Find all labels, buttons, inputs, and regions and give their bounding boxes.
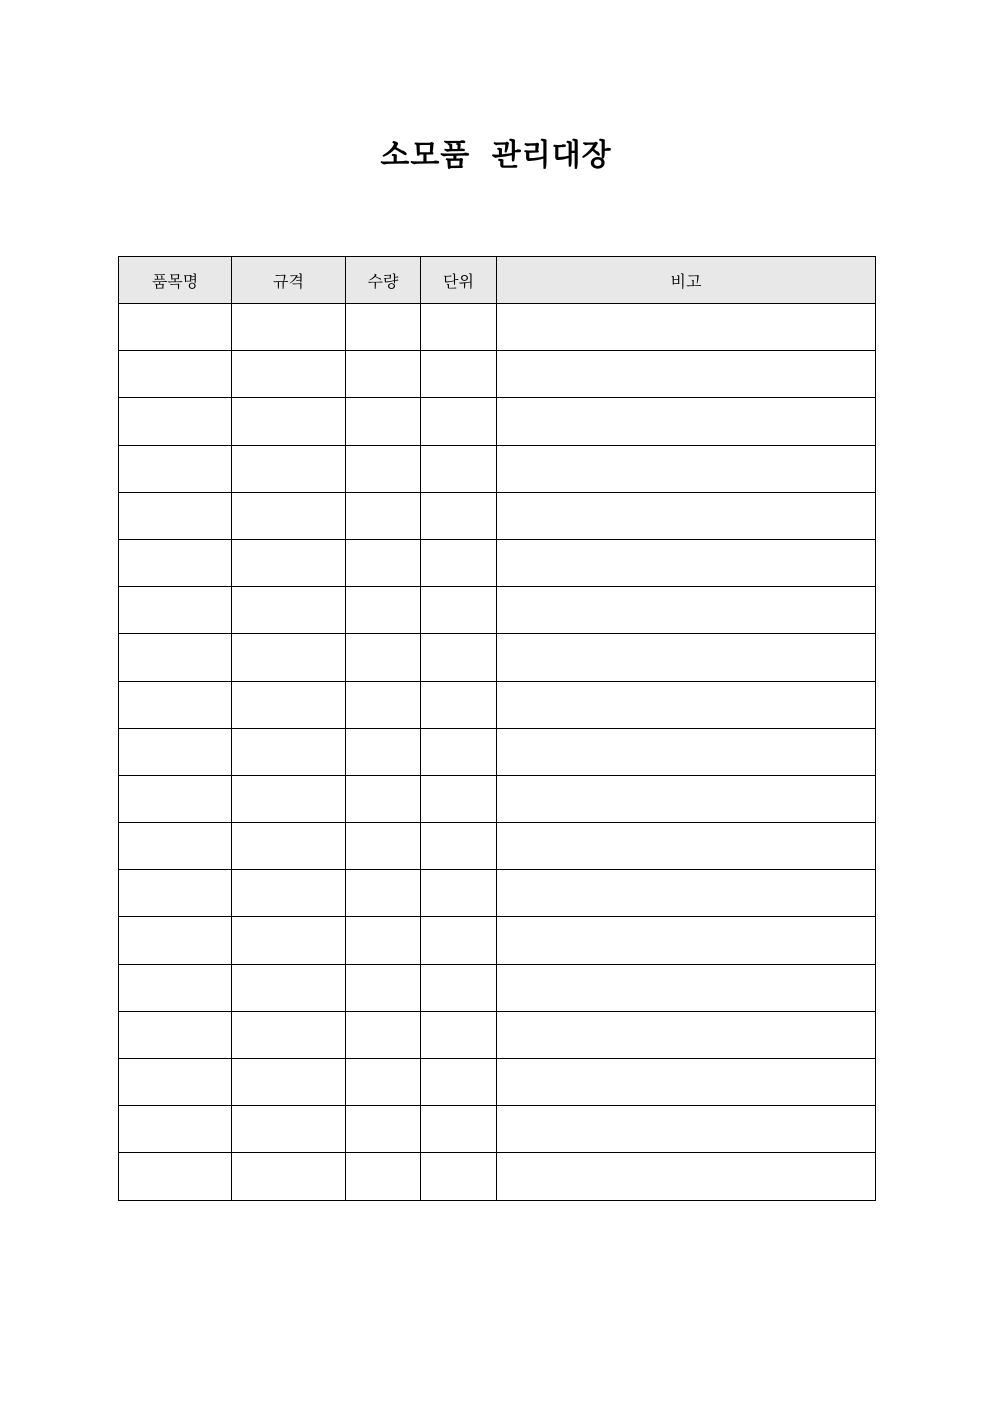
unit-cell[interactable] <box>421 728 497 775</box>
unit-cell[interactable] <box>421 964 497 1011</box>
remarks-cell[interactable] <box>497 351 876 398</box>
quantity-cell[interactable] <box>346 917 421 964</box>
remarks-cell[interactable] <box>497 775 876 822</box>
unit-cell[interactable] <box>421 492 497 539</box>
unit-cell[interactable] <box>421 445 497 492</box>
item-name-cell[interactable] <box>119 634 232 681</box>
remarks-cell[interactable] <box>497 539 876 586</box>
table-row <box>119 539 876 586</box>
remarks-cell[interactable] <box>497 1059 876 1106</box>
specification-cell[interactable] <box>232 1011 346 1058</box>
item-name-cell[interactable] <box>119 445 232 492</box>
specification-cell[interactable] <box>232 964 346 1011</box>
quantity-cell[interactable] <box>346 870 421 917</box>
item-name-cell[interactable] <box>119 351 232 398</box>
remarks-cell[interactable] <box>497 728 876 775</box>
header-remarks: 비고 <box>497 257 876 304</box>
item-name-cell[interactable] <box>119 1059 232 1106</box>
remarks-cell[interactable] <box>497 681 876 728</box>
unit-cell[interactable] <box>421 1059 497 1106</box>
unit-cell[interactable] <box>421 634 497 681</box>
remarks-cell[interactable] <box>497 492 876 539</box>
quantity-cell[interactable] <box>346 351 421 398</box>
unit-cell[interactable] <box>421 775 497 822</box>
quantity-cell[interactable] <box>346 681 421 728</box>
quantity-cell[interactable] <box>346 1059 421 1106</box>
quantity-cell[interactable] <box>346 539 421 586</box>
quantity-cell[interactable] <box>346 1106 421 1153</box>
table-row <box>119 304 876 351</box>
specification-cell[interactable] <box>232 634 346 681</box>
page-title: 소모품 관리대장 <box>380 138 612 173</box>
table-row <box>119 823 876 870</box>
table-row <box>119 587 876 634</box>
header-quantity: 수량 <box>346 257 421 304</box>
item-name-cell[interactable] <box>119 1011 232 1058</box>
remarks-cell[interactable] <box>497 634 876 681</box>
unit-cell[interactable] <box>421 823 497 870</box>
item-name-cell[interactable] <box>119 917 232 964</box>
remarks-cell[interactable] <box>497 1011 876 1058</box>
table-row <box>119 351 876 398</box>
specification-cell[interactable] <box>232 1059 346 1106</box>
table-row <box>119 917 876 964</box>
item-name-cell[interactable] <box>119 681 232 728</box>
table-row <box>119 775 876 822</box>
unit-cell[interactable] <box>421 1106 497 1153</box>
table-row <box>119 1059 876 1106</box>
remarks-cell[interactable] <box>497 398 876 445</box>
table-row <box>119 445 876 492</box>
specification-cell[interactable] <box>232 1106 346 1153</box>
unit-cell[interactable] <box>421 917 497 964</box>
remarks-cell[interactable] <box>497 964 876 1011</box>
quantity-cell[interactable] <box>346 775 421 822</box>
remarks-cell[interactable] <box>497 823 876 870</box>
specification-cell[interactable] <box>232 1153 346 1200</box>
item-name-cell[interactable] <box>119 1106 232 1153</box>
header-item-name: 품목명 <box>119 257 232 304</box>
specification-cell[interactable] <box>232 728 346 775</box>
quantity-cell[interactable] <box>346 728 421 775</box>
item-name-cell[interactable] <box>119 1153 232 1200</box>
table-header-row <box>119 257 876 304</box>
unit-cell[interactable] <box>421 1153 497 1200</box>
unit-cell[interactable] <box>421 587 497 634</box>
unit-cell[interactable] <box>421 539 497 586</box>
remarks-cell[interactable] <box>497 917 876 964</box>
specification-cell[interactable] <box>232 351 346 398</box>
remarks-cell[interactable] <box>497 587 876 634</box>
item-name-cell[interactable] <box>119 823 232 870</box>
remarks-cell[interactable] <box>497 1153 876 1200</box>
item-name-cell[interactable] <box>119 398 232 445</box>
table-body <box>119 304 876 1201</box>
quantity-cell[interactable] <box>346 1011 421 1058</box>
item-name-cell[interactable] <box>119 492 232 539</box>
quantity-cell[interactable] <box>346 304 421 351</box>
supplies-ledger-table <box>118 256 876 1201</box>
specification-cell[interactable] <box>232 823 346 870</box>
quantity-cell[interactable] <box>346 492 421 539</box>
specification-cell[interactable] <box>232 870 346 917</box>
specification-cell[interactable] <box>232 917 346 964</box>
remarks-cell[interactable] <box>497 1106 876 1153</box>
specification-cell[interactable] <box>232 492 346 539</box>
table-row <box>119 1011 876 1058</box>
specification-cell[interactable] <box>232 539 346 586</box>
quantity-cell[interactable] <box>346 823 421 870</box>
table-row <box>119 398 876 445</box>
specification-cell[interactable] <box>232 775 346 822</box>
item-name-cell[interactable] <box>119 964 232 1011</box>
specification-cell[interactable] <box>232 398 346 445</box>
table-row <box>119 870 876 917</box>
item-name-cell[interactable] <box>119 728 232 775</box>
unit-cell[interactable] <box>421 870 497 917</box>
quantity-cell[interactable] <box>346 445 421 492</box>
table-row <box>119 634 876 681</box>
table-row <box>119 1153 876 1200</box>
quantity-cell[interactable] <box>346 964 421 1011</box>
unit-cell[interactable] <box>421 398 497 445</box>
item-name-cell[interactable] <box>119 304 232 351</box>
specification-cell[interactable] <box>232 681 346 728</box>
table-row <box>119 964 876 1011</box>
quantity-cell[interactable] <box>346 1153 421 1200</box>
specification-cell[interactable] <box>232 445 346 492</box>
unit-cell[interactable] <box>421 1011 497 1058</box>
item-name-cell[interactable] <box>119 587 232 634</box>
table-row <box>119 728 876 775</box>
remarks-cell[interactable] <box>497 445 876 492</box>
table-row <box>119 681 876 728</box>
remarks-cell[interactable] <box>497 304 876 351</box>
quantity-cell[interactable] <box>346 587 421 634</box>
quantity-cell[interactable] <box>346 634 421 681</box>
header-specification: 규격 <box>232 257 346 304</box>
header-unit: 단위 <box>421 257 497 304</box>
item-name-cell[interactable] <box>119 775 232 822</box>
table-row <box>119 1106 876 1153</box>
unit-cell[interactable] <box>421 681 497 728</box>
unit-cell[interactable] <box>421 304 497 351</box>
table-row <box>119 492 876 539</box>
item-name-cell[interactable] <box>119 539 232 586</box>
remarks-cell[interactable] <box>497 870 876 917</box>
specification-cell[interactable] <box>232 587 346 634</box>
quantity-cell[interactable] <box>346 398 421 445</box>
specification-cell[interactable] <box>232 304 346 351</box>
unit-cell[interactable] <box>421 351 497 398</box>
item-name-cell[interactable] <box>119 870 232 917</box>
